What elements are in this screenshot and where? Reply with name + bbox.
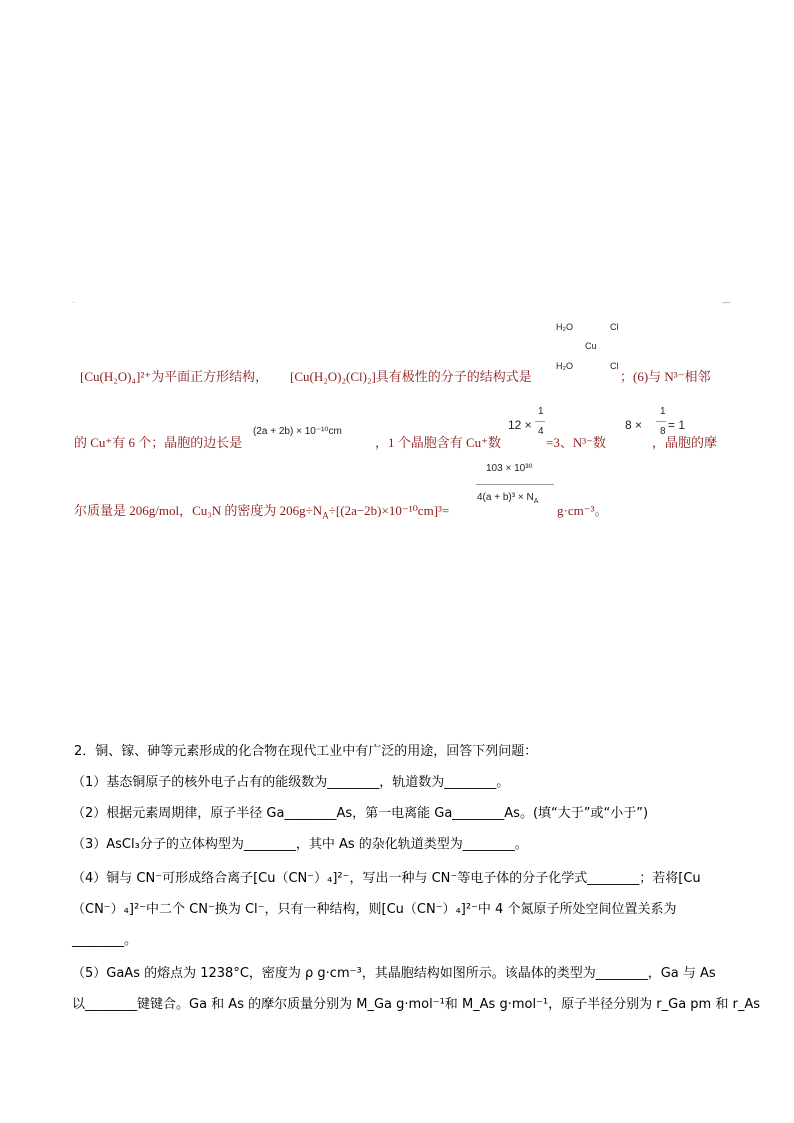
solution-line2-c: =3、N³⁻数 — [546, 435, 606, 450]
density-fraction-bar — [476, 484, 554, 485]
cl-bottom-label: Cl — [610, 361, 619, 371]
question-part4-line1: （4）铜与 CN⁻可形成络合离子[Cu（CN⁻）₄]²⁻，写出一种与 CN⁻等电子体的分子化学式________；若将[Cu — [72, 871, 701, 886]
question-part1: （1）基态铜原子的核外电子占有的能级数为________，轨道数为________。 — [72, 775, 510, 790]
question-part4-line3: ________。 — [72, 933, 138, 948]
density-denominator: $4(a + b)^3 \times N_A$ — [477, 492, 539, 505]
solution-line1-c: ；(6)与 N³⁻相邻 — [620, 369, 711, 384]
solution-line3-c: g·cm⁻³。 — [557, 503, 608, 518]
question-part5-line1: （5）GaAs 的熔点为 1238°C，密度为 ρ g·cm⁻³，其晶胞结构如图所示。该晶体的类型为________，Ga 与 As — [72, 966, 716, 981]
question-title: 2．铜、镓、砷等元素形成的化合物在现代工业中有广泛的用途，回答下列问题： — [74, 744, 538, 759]
edge-length-expression: (2a + 2b) × 10⁻¹⁰cm — [253, 426, 342, 437]
solution-line2-b: ，1 个晶胞含有 Cu⁺数 — [375, 435, 502, 450]
fraction2-numerator: 1 — [660, 406, 666, 417]
question-part2: （2）根据元素周期律，原子半径 Ga________As，第一电离能 Ga________As。(填“大于”或“小于”) — [72, 806, 649, 821]
fraction1-multiplier: 12 × — [508, 418, 532, 432]
header-right-mark: — — [722, 298, 730, 307]
fraction2-multiplier: 8 × — [625, 418, 643, 432]
solution-line1-b: [Cu(H₂O)₂(Cl)₂]具有极性的分子的结构式是 — [290, 369, 532, 384]
question-part3: （3）AsCl₃分子的立体构型为________，其中 As 的杂化轨道类型为________。 — [72, 837, 528, 852]
fraction1-denominator: 4 — [538, 426, 544, 437]
cu-label: Cu — [585, 341, 597, 351]
fraction1-bar — [535, 421, 545, 422]
fraction1-numerator: 1 — [538, 406, 544, 417]
fraction2-bar — [656, 421, 666, 422]
solution-line2-a: 的 Cu⁺有 6 个；晶胞的边长是 — [74, 435, 243, 450]
question-part5-line2: 以________键键合。Ga 和 As 的摩尔质量分别为 M_Ga g·mol⁻¹和 M_As g·mol⁻¹，原子半径分别为 r_Ga pm 和 r_As — [72, 997, 760, 1012]
h2o-bottom-label: H₂O — [556, 361, 573, 371]
cl-top-label: Cl — [610, 322, 619, 332]
solution-line2-d: ，晶胞的摩 — [652, 435, 718, 450]
solution-line1-a: [Cu(H₂O)₄]²⁺为平面正方形结构， — [80, 369, 269, 384]
h2o-top-label: H₂O — [556, 322, 573, 332]
fraction2-denominator: 8 — [660, 426, 666, 437]
fraction2-result: = 1 — [668, 418, 686, 432]
density-numerator: 103 × 10³⁰ — [486, 463, 533, 474]
header-left-mark: · — [72, 298, 75, 307]
solution-line3-a: 尔质量是 206g/mol，Cu₃N 的密度为 $206g\div N_A\div[(2a-2b)\times 10^{-10}cm]^3=$ — [74, 503, 450, 521]
question-part4-line2: （CN⁻）₄]²⁻中二个 CN⁻换为 Cl⁻，只有一种结构，则[Cu（CN⁻）₄]²⁻中 4 个氮原子所处空间位置关系为 — [72, 902, 677, 917]
